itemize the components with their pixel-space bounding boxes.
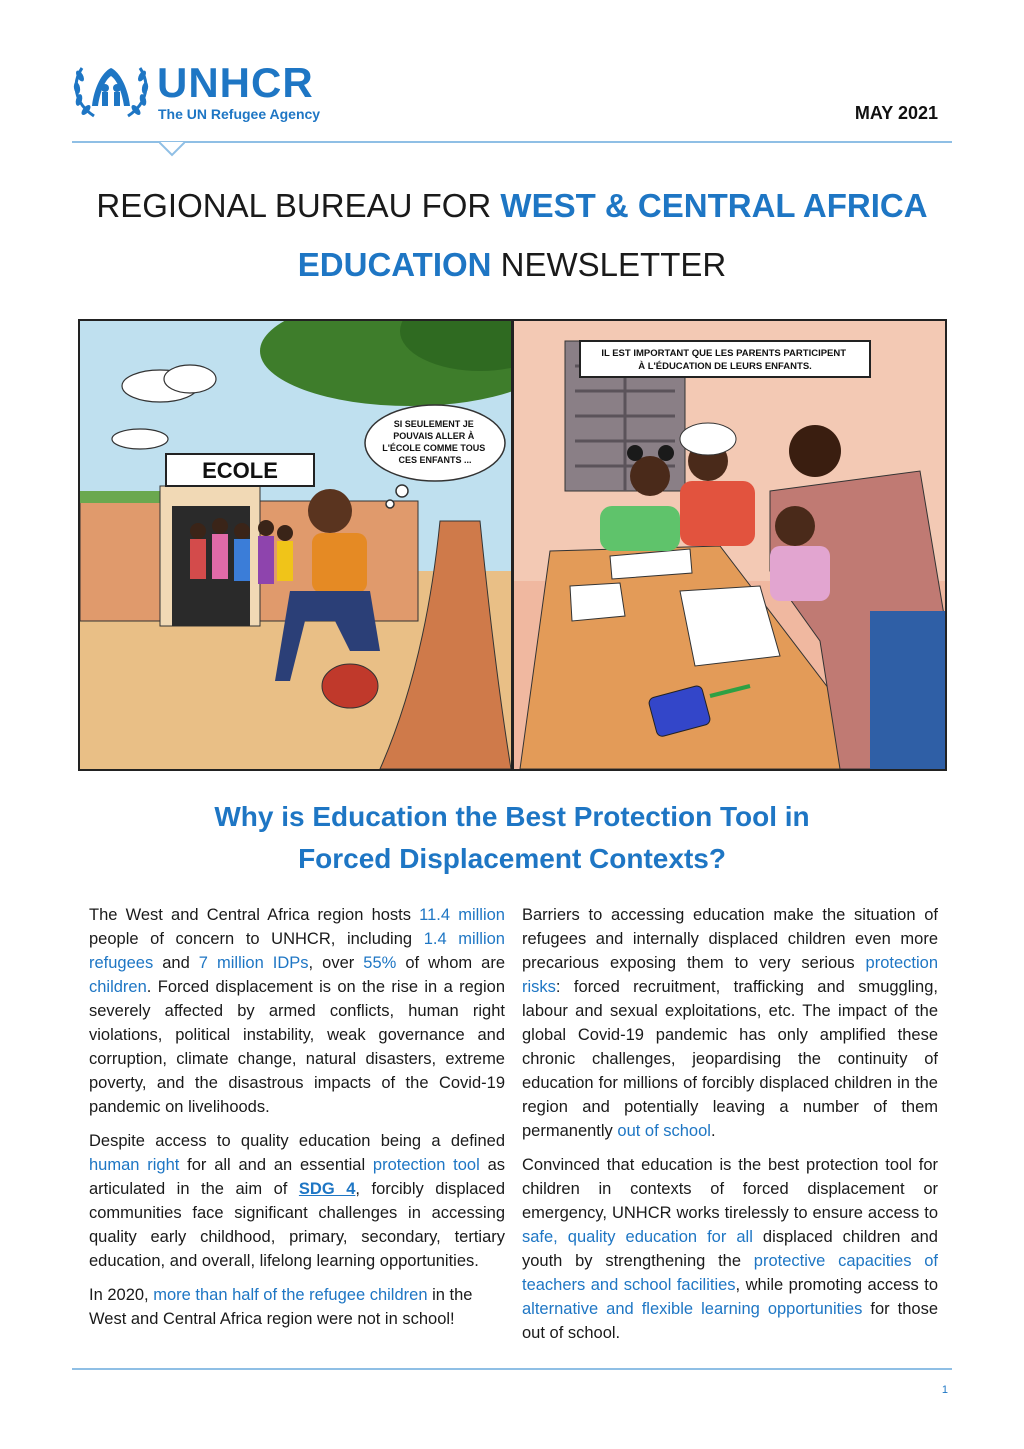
text-span: , forcibly displaced communities face significant challenges in accessing quality early childhood, primary, secondary, tertiary education, and overall, lifelong learning opportunities.: [89, 1180, 505, 1270]
section-heading-line2: Forced Displacement Contexts?: [298, 843, 726, 874]
text-span: Despite access to quality education being a defined: [89, 1132, 505, 1150]
caption-line-2: À L'ÉDUCATION DE LEURS ENFANTS.: [638, 361, 812, 372]
link-refugees[interactable]: 1.4 million refugees: [89, 930, 505, 972]
thought-line-4: CES ENFANTS ...: [398, 455, 472, 465]
comic-panel-right: [514, 321, 945, 769]
left-paragraph-2: [89, 1129, 505, 1273]
section-heading-line1: Why is Education the Best Protection Tool in: [214, 801, 810, 832]
text-span: , over: [308, 954, 364, 972]
text-span: . Forced displacement is on the rise in a region severely affected by armed conflicts, human right violations, political instability, weak governance and corruption, climate change, natural disasters, extreme poverty, and the disastrous impacts of the Covid-19 pandemic on livelihoods.: [89, 978, 505, 1116]
thought-line-2: POUVAIS ALLER À: [393, 431, 475, 441]
footer-rule: [72, 1368, 952, 1370]
link-out-of-school[interactable]: out of school: [617, 1122, 711, 1140]
link-alternative-learning[interactable]: alternative and flexible learning opportunities: [522, 1300, 863, 1318]
text-span: in the West and Central Africa region were not in school!: [89, 1286, 473, 1328]
newsletter-title-line2: [0, 245, 1024, 285]
section-heading: [0, 796, 1024, 880]
logo-wordmark: UNHCR: [157, 59, 314, 106]
text-span: In 2020,: [89, 1286, 154, 1304]
comic-panel-left: [80, 321, 560, 769]
text-span: as articulated in the aim of: [89, 1156, 506, 1198]
right-column: [522, 903, 938, 1355]
title-highlight-2: EDUCATION: [297, 246, 492, 283]
text-span: of whom are: [396, 954, 505, 972]
newsletter-title-line1: [0, 186, 1024, 226]
right-paragraph-1: [522, 903, 938, 1143]
page-number: 1: [941, 1384, 948, 1396]
right-paragraph-2: [522, 1153, 938, 1345]
text-span: people of concern to UNHCR, including: [89, 930, 424, 948]
logo-tagline: The UN Refugee Agency: [158, 106, 321, 122]
link-protection-tool[interactable]: protection tool: [372, 1156, 480, 1174]
text-span: Convinced that education is the best protection tool for children in contexts of forced displacement or emergency, UNHCR works tirelessly to ensure access to: [522, 1156, 938, 1222]
comic-illustration: [78, 319, 947, 771]
thought-line-1: SI SEULEMENT JE: [393, 419, 474, 429]
link-more-than-half[interactable]: more than half of the refugee children: [153, 1286, 428, 1304]
text-span: displaced children and youth by strengthening the: [522, 1228, 938, 1270]
link-human-right[interactable]: human right: [89, 1156, 180, 1174]
text-span: : forced recruitment, trafficking and smuggling, labour and sexual exploitations, etc. The impact of the global Covid-19 pandemic has only amplified these chronic challenges, jeopardising the continuity of education for millions of forcibly displaced children in the region and potentially leaving a number of them permanently: [522, 978, 938, 1140]
link-sdg4[interactable]: SDG 4: [298, 1180, 356, 1198]
link-11-4-million[interactable]: 11.4 million: [419, 906, 505, 924]
text-span: The West and Central Africa region hosts: [89, 906, 420, 924]
link-55-percent[interactable]: 55%: [363, 954, 397, 972]
unhcr-laurel-logo-icon: [72, 58, 150, 124]
link-protection-risks[interactable]: protection risks: [522, 954, 938, 996]
left-paragraph-1: [89, 903, 505, 1119]
left-paragraph-3: [89, 1283, 505, 1331]
link-protective-capacities[interactable]: protective capacities of teachers and school facilities: [522, 1252, 938, 1294]
link-idps[interactable]: 7 million IDPs: [198, 954, 309, 972]
title-plain-2: NEWSLETTER: [491, 246, 727, 283]
left-column: [89, 903, 505, 1341]
caption-line-1: IL EST IMPORTANT QUE LES PARENTS PARTICIPENT: [601, 348, 847, 359]
text-span: .: [710, 1122, 716, 1140]
issue-date: MAY 2021: [854, 103, 938, 123]
thought-line-3: L'ÉCOLE COMME TOUS: [382, 443, 486, 453]
text-span: for all and an essential: [179, 1156, 373, 1174]
text-span: for those out of school.: [522, 1300, 939, 1342]
link-children[interactable]: children: [89, 978, 147, 996]
text-span: Barriers to accessing education make the situation of refugees and internally displaced children even more precarious exposing them to very serious: [522, 906, 938, 972]
text-span: and: [153, 954, 199, 972]
header-rule: [72, 141, 952, 143]
text-span: , while promoting access to: [735, 1276, 939, 1294]
title-plain-1: REGIONAL BUREAU FOR: [96, 187, 501, 224]
rule-notch-icon: [159, 141, 185, 157]
link-safe-quality-education[interactable]: safe, quality education for all: [522, 1228, 753, 1246]
title-highlight-1: WEST & CENTRAL AFRICA: [500, 187, 928, 224]
school-sign-text: ECOLE: [202, 458, 278, 483]
